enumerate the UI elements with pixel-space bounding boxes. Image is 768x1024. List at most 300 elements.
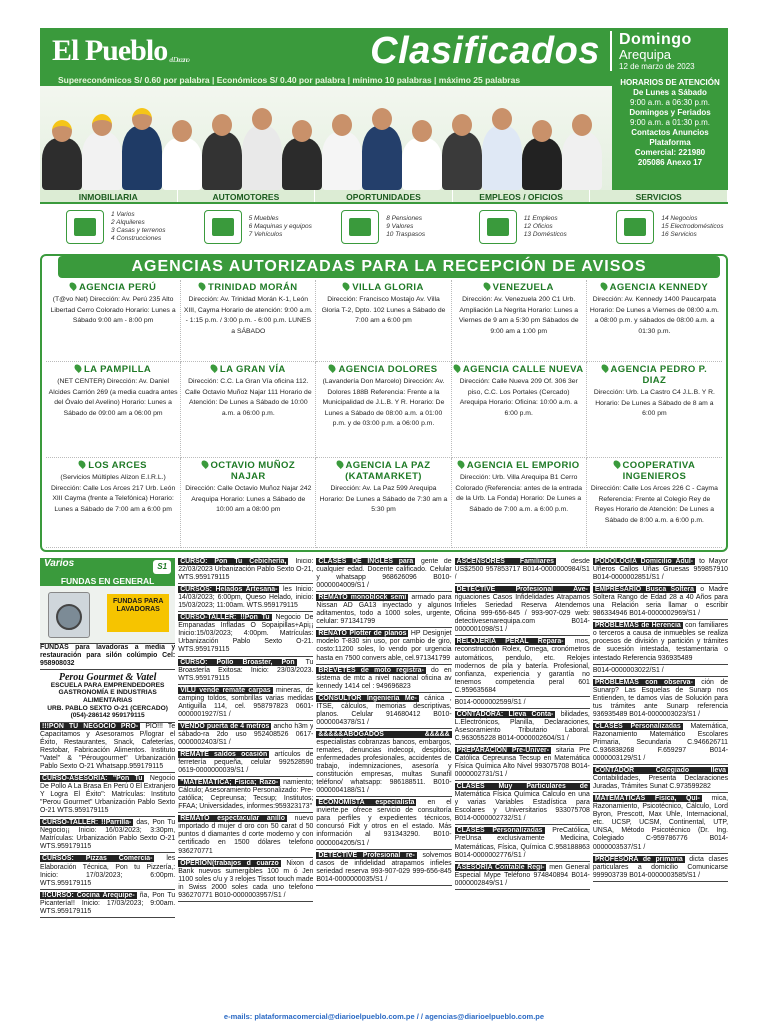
- category-item[interactable]: 9 Valores: [386, 223, 414, 230]
- agency-name: [454, 364, 584, 375]
- ad-heading: CONTADOR Colegiado lleva: [594, 767, 727, 775]
- person-figure-icon: [522, 138, 562, 190]
- agency-name-text: LA PAMPILLA: [83, 364, 152, 375]
- location-pin-icon: [612, 459, 622, 469]
- classified-ad: [178, 751, 313, 777]
- agency-name-text: VENEZUELA: [492, 282, 554, 293]
- category-bar: [40, 190, 728, 204]
- agency-name: [48, 364, 178, 375]
- person-head-icon: [172, 120, 192, 142]
- classified-ad: [178, 586, 313, 612]
- fundas-banner: FUNDAS EN GENERAL: [40, 576, 175, 586]
- agency-name: [48, 460, 178, 471]
- ad-body: ción de Sunarp? Las Esquelas de Sunarp nos Entienden, te damos vías de Solución para tus trámites ante Sunarp referencia 936935489 B014-0000003023/S1 /: [592, 678, 729, 718]
- ad-heading: CONSULTOR Ingeniería Me-: [318, 694, 417, 702]
- agency-cell: [181, 458, 316, 548]
- agency-name-text: OCTAVIO MUÑOZ NAJAR: [210, 460, 296, 482]
- hours-line: 205086 Anexo 17: [637, 158, 703, 167]
- agency-name-text: COOPERATIVA INGENIEROS: [622, 460, 696, 482]
- agency-name: [318, 364, 448, 375]
- category-list: [661, 215, 723, 239]
- classified-ad: [455, 747, 590, 781]
- classified-ad: [316, 731, 451, 797]
- classified-ad: [593, 622, 728, 664]
- agency-name-text: AGENCIA DOLORES: [338, 364, 438, 375]
- ad-body: do en sistema de mtc a nivel nacional oficina av kennedy 1414 cel : 949696823: [316, 666, 452, 690]
- hours-line: De Lunes a Sábado: [633, 88, 707, 97]
- category-tab[interactable]: AUTOMOTORES: [178, 190, 316, 202]
- location-pin-icon: [341, 281, 351, 291]
- agencies-grid: [46, 280, 722, 550]
- category-item[interactable]: 6 Maquinas y equipos: [248, 223, 312, 230]
- person-head-icon: [212, 114, 232, 136]
- ad-body: riguaciones Casos Infidelidades Atrapamos Infieles Seriedad Reserva Atendemos Oficina 999-656-845 / 993-907-029 web: detectivesenarequipa.com B014-0000001098/S1 /: [454, 594, 590, 634]
- ad-heading: ECONOMISTA especialista: [318, 799, 415, 807]
- agency-name-text: LA GRAN VÍA: [219, 364, 286, 375]
- ad-body: sitaria Pre Católica Cepreunsa Tecsup en Matemática Física Química Alto Nivel 993075708 B014-0000002731/S1 /: [454, 746, 590, 779]
- agency-details: Dirección: Urb. La Castro C4 J.L.B. Y R. Horario: De Lunes a Sábado de 8 am a 6:00 pm: [593, 389, 715, 418]
- location-pin-icon: [452, 363, 462, 373]
- ad-body: mineras, de camping toldos, sombrillas varias medidas Antiguilla 114, cel. 958797823 0601-0000001927/S1 /: [178, 686, 314, 718]
- category-index: [40, 206, 728, 248]
- ad-heading: PREPARACIÓN Pre-Univer-: [456, 746, 550, 754]
- classified-ad: [40, 855, 175, 889]
- agency-name: [589, 364, 720, 386]
- agency-cell: [46, 280, 181, 362]
- classified-ad: [178, 860, 313, 902]
- category-cell: [178, 206, 316, 248]
- classified-ad: [178, 779, 313, 813]
- ad-heading: "MATEMÁTICA; Física; Razo-: [180, 779, 279, 787]
- ad-heading: RENATO Plotter de planos: [318, 630, 407, 638]
- classified-ad: [40, 819, 175, 853]
- person-figure-icon: [442, 132, 482, 190]
- house-icon-glyph: [74, 218, 96, 236]
- classified-ad: [455, 827, 590, 861]
- ad-body: bilidades, L.Electrónicos, Planilla, Declaraciones, Asesoramiento Tributario Laboral. C.963055228 B014-0000002604/S1 /: [454, 710, 590, 742]
- agency-cell: [181, 280, 316, 362]
- classified-ad: [593, 795, 728, 853]
- classified-column-2: [178, 558, 313, 1006]
- ad-body: ña, Pon Tu Picantería!! Inicio: 17/03/2023; 9:00am. WTS.959179115: [40, 891, 176, 915]
- newspaper-logo: [40, 28, 200, 74]
- ad-body: Matemática, Razonamiento Matemático Escolares Primaria, Secundaria C.946626711 C.936838268 F.659297 B014-0000003129/S1 /: [592, 722, 729, 763]
- person-figure-icon: [362, 126, 402, 190]
- perou-text: ESCUELA PARA EMPRENDEDORES GASTRONOMÍA E INDUSTRIAS ALIMENTARIAS: [50, 681, 165, 704]
- ad-body: gente de cualquier edad. Docente calificado. Celular y whatsapp 968626096 B010-0000004009/S1 /: [316, 558, 452, 590]
- classified-ad: FUNDAS para lavadoras a media y restauración para silón colúmpio Cel: 958908032: [40, 644, 175, 670]
- car-icon-glyph: [212, 218, 234, 236]
- location-pin-icon: [197, 281, 207, 291]
- ad-body: PIO!!! Te Capacitamos y Asesoramos P/lograr el Éxito, Restaurantes, Snack, Cafeterías, Restobar, Fabricación Alimentos. Instituto "Vatel" & "Pérougourmet" Urbanización Pablo Sexto O-21 Whatsapp.959179115: [40, 722, 176, 770]
- hours-line: 9:00 a.m. a 01:30 p.m.: [629, 118, 711, 127]
- location-pin-icon: [200, 459, 210, 469]
- ad-body: Negocio De Empanadas Infladas O Sopaipillas+Api¡¡ Inicio:15/03/2023; 4:00pm. Matrículas: Urbanización Pablo Sexto O-21. WTS.959179115: [178, 614, 314, 654]
- perou-gourmet-ad: [40, 672, 175, 723]
- ad-heading: PROBLEMAS con observa-: [594, 678, 693, 686]
- ad-heading: &&&&&ABOGADOS &&&&&: [318, 730, 450, 738]
- agency-name: [589, 460, 720, 482]
- hours-line: Domingos y Feriados: [629, 108, 711, 117]
- agency-cell: [452, 362, 587, 458]
- classified-ad: [455, 711, 590, 745]
- section-badge: S1: [153, 560, 171, 574]
- handshake-icon-glyph: [349, 218, 371, 236]
- agency-details: Dirección: Calle Nueva 209 Of. 306 3er piso, C.C. Los Portales (Cercado) Arequipa Horario: Oficina: 10:00 a.m. a 6:00 p.m.: [459, 378, 578, 417]
- ad-body: Contabilidades, Presenta Declaraciones Juradas, Trámites Sunat C.973599282: [592, 775, 729, 791]
- hours-line: Comercial: 221980: [634, 148, 706, 157]
- agency-details: Dirección: Calle Los Arces 226 C - Cayma Referencia: Frente al Colegio Rey de Reyes Horario de Atención: De Lunes a Sábado de 8:00 a.m. a 6:00 p.m.: [590, 485, 718, 524]
- masthead: [40, 28, 728, 74]
- category-item[interactable]: 4 Construcciones: [111, 235, 162, 242]
- handshake-icon: [341, 210, 379, 244]
- classified-columns: [40, 558, 728, 1006]
- category-item[interactable]: 14 Negocios: [661, 215, 698, 222]
- agency-name: [183, 460, 313, 482]
- agency-details: (T@vo Net) Dirección: Av. Perú 235 Alto Libertad Cerro Colorado Horario: Lunes a Sábado 9:00 am - 8:00 pm: [50, 296, 176, 325]
- classified-ad: [316, 799, 451, 849]
- classified-ad: [593, 856, 728, 882]
- classified-ad: [455, 558, 590, 584]
- classified-ad: [178, 815, 313, 857]
- perou-phone: (054)-286142 959179115: [70, 712, 145, 720]
- classified-ad: [316, 667, 451, 693]
- category-item[interactable]: 15 Electrodomésticos: [661, 223, 724, 230]
- ad-heading: CLASES DE INGLES para: [318, 558, 414, 565]
- ad-body: en el invierte.pe ofrece servicio de consultoría para perfiles y expedientes técnicos, concursó Fidt y otros en el estado. Más información al 931343290. B010-0000004205/S1 /: [316, 799, 452, 847]
- logo-subtitle: el Decano: [169, 56, 189, 64]
- category-tab[interactable]: OPORTUNIDADES: [315, 190, 453, 202]
- person-figure-icon: [282, 138, 322, 190]
- ad-heading: CURSO-ASESORÍA: "Pon Tu: [42, 775, 143, 783]
- category-item[interactable]: 16 Servicios: [661, 231, 697, 238]
- ad-body: Negocio De Pollo A La Brasa En Perú 0 El Extranjero Y Logra El Éxito": Matrículas: Instituto "Perou Gourmet" Urbanización Pablo Sexto O-21 WTS.959179115: [40, 775, 176, 815]
- location-pin-icon: [68, 281, 78, 291]
- agency-name: [589, 282, 720, 293]
- category-cell: [453, 206, 591, 248]
- ad-body: especialistas cobranzas bancos, embargos, remates, denuncias indecopi, despidos, enfermedades profesionales, accidentes de trabajo, indemnizaciones, asesoría y constitución empresas, multas Sunafil teléfono/ whatsapp: 986188511. B010-0000004188/S1 /: [316, 738, 452, 795]
- agency-cell: [316, 458, 451, 548]
- ad-body: nuevo importado d mujer d oro con 50 carat d 50 puntos d diamantes d corte moderno y con certificado en 1500 dólares telefono 936270771: [178, 815, 314, 855]
- ad-body: o Madre Soltera Rango de Edad 28 a 40 Años para una Relación seria llamar o escribir 986334946 B014-0000002969/S1 /: [592, 586, 729, 618]
- category-tab[interactable]: EMPLEOS / OFICIOS: [453, 190, 591, 202]
- group-icon: [616, 210, 654, 244]
- agency-name: [454, 460, 584, 471]
- agency-name-text: AGENCIA LA PAZ (KATAMARKET): [345, 460, 431, 482]
- classified-ad: [593, 586, 728, 620]
- ad-body: mica, Razonamiento, Psicotécnico, Cálculo, Lord Byron, Prescott, Max Uhle, Internacional, etc. UCSP, UCSM, Continental, UTP, UNSA, Método Psicotécnico (Dr. Ing. Colegiado C-959786776 B014-0000003537/S1 /: [592, 795, 729, 851]
- ad-body: das, Pon Tu Negocio¡¡ Inicio: 16/03/2023; 3:30pm, Matrículas: Urbanización Pablo Sexto O-21 WTS.959179115: [40, 819, 176, 851]
- category-item[interactable]: 11 Empleos: [523, 215, 558, 222]
- agency-name: [318, 282, 448, 293]
- ad-heading: PROFESORA de primaria: [594, 855, 683, 863]
- ad-body: Matemática Física Química Calculo en una y varias Variables Estadística para Escolares y Universitarios 933075708 B014-0000002732/S1 /: [454, 791, 590, 823]
- category-item[interactable]: 1 Varios: [111, 211, 135, 218]
- classified-ad: [593, 679, 728, 721]
- column-1-ads: [40, 723, 175, 918]
- classified-ad: [40, 892, 175, 918]
- person-figure-icon: [562, 132, 602, 190]
- person-head-icon: [332, 114, 352, 136]
- ad-body: les Inicio: 14/03/2023; 6:00pm, Queso Helado, inicio: 15/03/2023; 11:00am. WTS.959179115: [178, 586, 314, 610]
- category-cell: [590, 206, 728, 248]
- ad-heading: PODOLOGÍA Domicilio Adul-: [594, 558, 694, 565]
- person-head-icon: [252, 108, 272, 130]
- washer-ad-label: FUNDAS PARA LAVADORAS: [107, 594, 169, 632]
- ad-body: namiento; Cálculo; Asesoramiento Personalizado: Pre-católica; Cepreunsa; Tecsup; Institutos; FFAA; Universidades, informes:959323173": [178, 779, 314, 811]
- varios-label: Varios: [44, 558, 75, 569]
- category-item[interactable]: 8 Pensiones: [386, 215, 422, 222]
- person-head-icon: [412, 120, 432, 142]
- agency-details: Dirección: Calle Octavio Muñoz Najar 242 Arequipa Horario: Lunes a Sábado de 10:00 am a 08:00 pm: [185, 485, 312, 514]
- classified-ad: [178, 723, 313, 749]
- person-figure-icon: [242, 126, 282, 190]
- category-cell: [40, 206, 178, 248]
- agency-name: [183, 282, 313, 293]
- ad-body: dicta clases particulares a domicilio Comunicarse 999903739 B014-0000003585/S1 /: [592, 855, 729, 879]
- hero-people-illustration: [40, 86, 612, 190]
- ad-heading: PROBLEMAS de Herencia: [594, 622, 681, 630]
- ad-heading: CURSO: Pollo Broaster, Pon: [180, 658, 295, 666]
- agency-cell: [181, 362, 316, 458]
- perou-brand: Perou Gourmet & Vatel: [58, 672, 157, 684]
- agency-cell: [587, 458, 722, 548]
- footer-emails: e-mails: plataformacomercial@diarioelpueblo.com.pe / / agencias@diarioelpueblo.com.pe: [223, 1012, 545, 1021]
- ad-body: desde US$2500 957853717 B014-0000000984/S1 /: [454, 558, 590, 582]
- ad-body: B014-0000002599/S1 /: [454, 698, 526, 706]
- person-figure-icon: [42, 138, 82, 190]
- issue-date: 12 de marzo de 2023: [619, 62, 695, 71]
- person-figure-icon: [82, 132, 122, 190]
- location-pin-icon: [600, 363, 610, 373]
- issue-date-block: [610, 31, 728, 71]
- classified-ad: [455, 783, 590, 825]
- person-head-icon: [452, 114, 472, 136]
- ad-heading: ASCENSORES Familiares: [456, 558, 554, 565]
- classified-ad: [455, 699, 590, 709]
- person-figure-icon: [322, 132, 362, 190]
- ad-heading: CURSO: Pon Tu Cebichería,: [180, 558, 287, 565]
- perou-address: URB. PABLO SEXTO O-21 (CERCADO): [47, 704, 168, 712]
- agency-cell: [46, 458, 181, 548]
- category-item[interactable]: 5 Muebles: [248, 215, 279, 222]
- location-pin-icon: [209, 363, 219, 373]
- category-item[interactable]: 13 Domésticos: [523, 231, 567, 238]
- person-head-icon: [372, 108, 392, 130]
- classified-ad: [593, 558, 728, 584]
- ad-heading: EMPRESARIO Busca Soltera: [594, 586, 694, 594]
- ad-heading: DETECTIVE Profesional re-: [318, 851, 415, 859]
- price-bar: Supereconómicos S/ 0.60 por palabra | Económicos S/ 0.40 por palabra | mínimo 10 palabras | máximo 25 palabras: [40, 74, 728, 86]
- category-item[interactable]: 7 Vehículos: [248, 231, 283, 238]
- ad-heading: DETECTIVE Profesional Ave-: [456, 586, 588, 594]
- category-item[interactable]: 10 Traspasos: [386, 231, 426, 238]
- agency-details: (NET CENTER) Dirección: Av. Daniel Alcides Carrión 269 (a media cuadra antes del Óvalo del Avelino) Horario: Lunes a Sábado de 09:00 am a 06:00 pm: [48, 378, 178, 417]
- agency-cell: [452, 280, 587, 362]
- hours-line: 9:00 a.m. a 06:30 p.m.: [629, 98, 711, 107]
- agency-details: Dirección: Francisco Mostajo Av. Villa Gloria T-2, Dpto. 102 Lunes a Sábado de 7:00 am a 6:00 pm: [321, 296, 446, 325]
- classified-ad: [316, 558, 451, 592]
- person-head-icon: [572, 114, 592, 136]
- ad-heading: VENDO puerta de 4 metros: [180, 722, 270, 730]
- classified-ad: [316, 594, 451, 628]
- agency-cell: [46, 362, 181, 458]
- ad-heading: OPERIÓN(trabajos d cuarzo: [180, 859, 279, 867]
- section-title: Clasificados: [370, 29, 600, 72]
- person-figure-icon: [202, 132, 242, 190]
- ad-body: Tu Broastería Exitosa: Inicio: 23/03/2023. WTS.959179115: [178, 658, 314, 682]
- person-head-icon: [132, 108, 152, 130]
- person-head-icon: [532, 120, 552, 142]
- logo-text: El Pueblo: [52, 34, 168, 67]
- person-figure-icon: [482, 126, 522, 190]
- location-pin-icon: [599, 281, 609, 291]
- agency-name-text: VILLA GLORIA: [352, 282, 424, 293]
- ad-heading: REMATO espectacular anillo: [180, 815, 285, 823]
- ad-body: solvemos casos de infidelidad atrapamos infieles seriedad reserva 993-907-029 999-656-845 B014-0000000035/S1 /: [316, 851, 452, 883]
- classified-ad: [40, 723, 175, 773]
- ad-heading: CURSO-TALLER: !!Parrilla-: [42, 819, 132, 827]
- ad-body: cánica , ITSE, cálculos, memorias descriptivas, planos. Celular 914680412 B010-0000004378/S1 /: [316, 694, 452, 726]
- agency-name: [183, 364, 313, 375]
- agency-name-text: AGENCIA CALLE NUEVA: [462, 364, 584, 375]
- ad-heading: VILU vende remate carpas: [180, 686, 271, 694]
- category-cell: [315, 206, 453, 248]
- person-figure-icon: [402, 138, 442, 190]
- classified-ad: [40, 775, 175, 817]
- location-pin-icon: [482, 281, 492, 291]
- classified-ad: [455, 638, 590, 696]
- agency-details: (Servicios Múltiples Alizon E.I.R.L.) Dirección: Calle Los Arces 217 Urb. León XIII Cayma (frente a Telefónica) Horario: Lunes a Sábado de 7:00 am a 6:00 pm: [50, 474, 176, 513]
- worker-icon: [479, 210, 517, 244]
- agency-details: Dirección: Av. La Paz 599 Arequipa Horario: De Lunes a Sábado de 7:30 am a 5:30 pm: [319, 485, 448, 514]
- agency-cell: [452, 458, 587, 548]
- ad-body: men General Especial Mype Teléfono 974840894 B014-0000002849/S1 /: [454, 863, 590, 887]
- ad-body: ancho h3m y sábado-ra 2do uso 952408526 0617-0000002403/S1 /: [178, 722, 314, 746]
- ad-heading: CLASES Personalizadas: [594, 722, 681, 730]
- category-tab[interactable]: SERVICIOS: [590, 190, 728, 202]
- car-icon: [204, 210, 242, 244]
- location-pin-icon: [73, 363, 83, 373]
- classified-column-3: [316, 558, 451, 1006]
- location-pin-icon: [335, 459, 345, 469]
- washer-cover-ad-image: [40, 586, 175, 644]
- person-head-icon: [292, 120, 312, 142]
- category-tab[interactable]: INMOBILIARIA: [40, 190, 178, 202]
- category-list: [249, 215, 312, 239]
- ad-heading: CURSOS: Helados Artesana-: [180, 586, 278, 594]
- agency-cell: [587, 362, 722, 458]
- location-pin-icon: [456, 459, 466, 469]
- classified-ad: [178, 659, 313, 685]
- category-item[interactable]: 2 Alquileres: [111, 219, 145, 226]
- agency-name-text: LOS ARCES: [88, 460, 147, 471]
- person-figure-icon: [162, 138, 202, 190]
- issue-day: Domingo: [619, 31, 692, 48]
- agency-cell: [316, 362, 451, 458]
- location-pin-icon: [77, 459, 87, 469]
- ad-body: con familiares o terceros a causa de inmuebles se realiza procesos de división y partición y trámites de sucesión intestada, testamentaria o intestado Referencia 936935489: [592, 622, 729, 662]
- agency-cell: [587, 280, 722, 362]
- varios-header: [40, 558, 175, 576]
- agency-name: [318, 460, 448, 482]
- classified-ad: [178, 558, 313, 584]
- ad-body: B014-0000003022/S1 /: [592, 666, 664, 674]
- classified-ad: [316, 695, 451, 729]
- house-icon: [66, 210, 104, 244]
- classified-column-5: [593, 558, 728, 1006]
- ad-body: to Mayor Uñeros Callos Uñas Gruesas 959857910 B014-0000002851/S1 /: [592, 558, 729, 582]
- classified-ad: [178, 614, 313, 656]
- ad-body: PreCatólica, PreUnsa exclusivamente Medicina, Matemáticas, Física, Química C.958188863 B014-0000002776/S1 /: [454, 827, 590, 859]
- ad-body: artículos de ferretería pequeña, celular 992528590 0619-0000000039/S1 /: [178, 750, 314, 775]
- classified-ad: [178, 687, 313, 721]
- agency-details: Dirección: Av. Venezuela 200 C1 Urb. Ampliación La Negrita Horario: Lunes a Viernes de 9 am a 5:30 pm Sábados de 9:00 am a 1:00 pm: [458, 296, 579, 335]
- category-list: [111, 211, 166, 243]
- ad-body: les Elaboración Técnica, Pon tu Pizzería,: Inicio: 17/03/2023; 6:00pm. WTS.959179115: [40, 855, 176, 887]
- agency-name-text: AGENCIA EL EMPORIO: [466, 460, 580, 471]
- classified-ad: [316, 630, 451, 664]
- hours-line: Contactos Anuncios Plataforma: [631, 128, 709, 147]
- classified-ad: [455, 864, 590, 890]
- person-head-icon: [492, 108, 512, 130]
- classified-ad: [316, 852, 451, 886]
- issue-city: Arequipa: [619, 47, 672, 62]
- person-figure-icon: [122, 126, 162, 190]
- agency-name-text: AGENCIA PEDRO P. DIAZ: [610, 364, 708, 386]
- agency-name: [454, 282, 584, 293]
- person-head-icon: [52, 120, 72, 142]
- ad-heading: CLASES Muy Particulares de: [456, 783, 588, 791]
- group-icon-glyph: [624, 218, 646, 236]
- agency-details: Dirección: Av. Trinidad Morán K-1, León XIII, Cayma Horario de atención: 9:00 a.m. - 1:15 p.m. / 3:00 p.m. - 6:00 p.m. LUNES a SÁBADO: [183, 296, 313, 335]
- ad-body: Inicio: 22/03/2023 Urbanización Pablo Sexto O-21, WTS.959179115: [178, 558, 314, 582]
- classified-column-4: [455, 558, 590, 1006]
- washer-door-icon: [56, 604, 82, 630]
- agency-name: [48, 282, 178, 293]
- ad-heading: ASESORÍA Contable Regi-: [456, 863, 545, 871]
- ad-heading: !!!PON TU NEGOCIO PRO-: [42, 722, 139, 730]
- agency-name-text: AGENCIA PERÚ: [78, 282, 157, 293]
- location-pin-icon: [328, 363, 338, 373]
- classified-ad: [455, 586, 590, 636]
- agency-details: (Lavandería Don Marcelo) Dirección: Av. Dolores 188B Referencia: Frente a la Municipalidad de J.L.B. Y R. Horario: De Lunes a Sábado de 08:00 a.m. a 01:00 p.m. y de 03:00 p.m. a 06:00 p.m.: [322, 378, 445, 428]
- agency-details: Dirección: Urb. Villa Arequipa B1 Cerro Colorado (Referencia: antes de la entrada de la Urb. La Fonda) Horario: De Lunes a Sábado de 7:00 a.m. a 6:00 p.m.: [455, 474, 582, 513]
- classified-column-1: [40, 558, 175, 1006]
- agency-details: Dirección: Av. Kennedy 1400 Paucarpata Horario: De Lunes a Viernes de 08:00 a.m. a 08:00 p.m. y sábados de 08:00 a.m. a 01:30 p.m.: [589, 296, 719, 335]
- ad-heading: BREVETES de moto registra-: [318, 666, 424, 674]
- ad-heading: !!CURSO: Cocina Arequipe-: [42, 891, 135, 899]
- ad-heading: REMATO monoblock semi: [318, 594, 407, 602]
- ad-heading: CURSOS: Pizzas Comercia-: [42, 855, 153, 863]
- category-item[interactable]: 12 Oficios: [523, 223, 553, 230]
- ad-body: mos, reconstrucción Rolex, Omega, cronómetros automáticos, pendulo, etc. Relojes modernos de pila y batería. Profesional, confianza, experiencia y garantía no tenemos competencia peral 601 C.959635684: [454, 638, 590, 694]
- category-list: [386, 215, 425, 239]
- category-item[interactable]: 3 Casas y terrenos: [111, 227, 166, 234]
- person-head-icon: [92, 114, 112, 136]
- ad-body: Nixon d Bank nuevos sumergibles 100 m ó Jen 1100 soles c/u y 3 relojes Tissot touch made in Swiss 2000 soles cada uno telefono 936270771 B010-0000003957/S1 /: [178, 859, 314, 899]
- ad-heading: CLASES Personalizadas: [456, 827, 543, 835]
- ad-heading: REMATE saldos ocasión: [180, 750, 268, 758]
- ad-heading: MATEMÁTICAS Física, Quí-: [594, 795, 700, 803]
- ad-body: HP Designjet modelo T-830 sin uso, por cambio de giro, costo:11200 soles, lo vendo por urgencia hasta en 7500 convers able, cel.971341799: [316, 630, 452, 662]
- ad-heading: CURSO-TALLER: !!Pon Tu: [180, 614, 270, 622]
- hours-title: HORARIOS DE ATENCIÓN: [620, 78, 720, 87]
- agency-name-text: TRINIDAD MORÁN: [208, 282, 298, 293]
- classified-ad: [593, 767, 728, 793]
- agency-details: Dirección: C.C. La Gran Vía oficina 112. Calle Octavio Muñoz Najar 111 Horario de Atención: De Lunes a Sábado de 10:00 a.m. a 06:00 p.m.: [184, 378, 312, 417]
- classified-ad: [593, 723, 728, 765]
